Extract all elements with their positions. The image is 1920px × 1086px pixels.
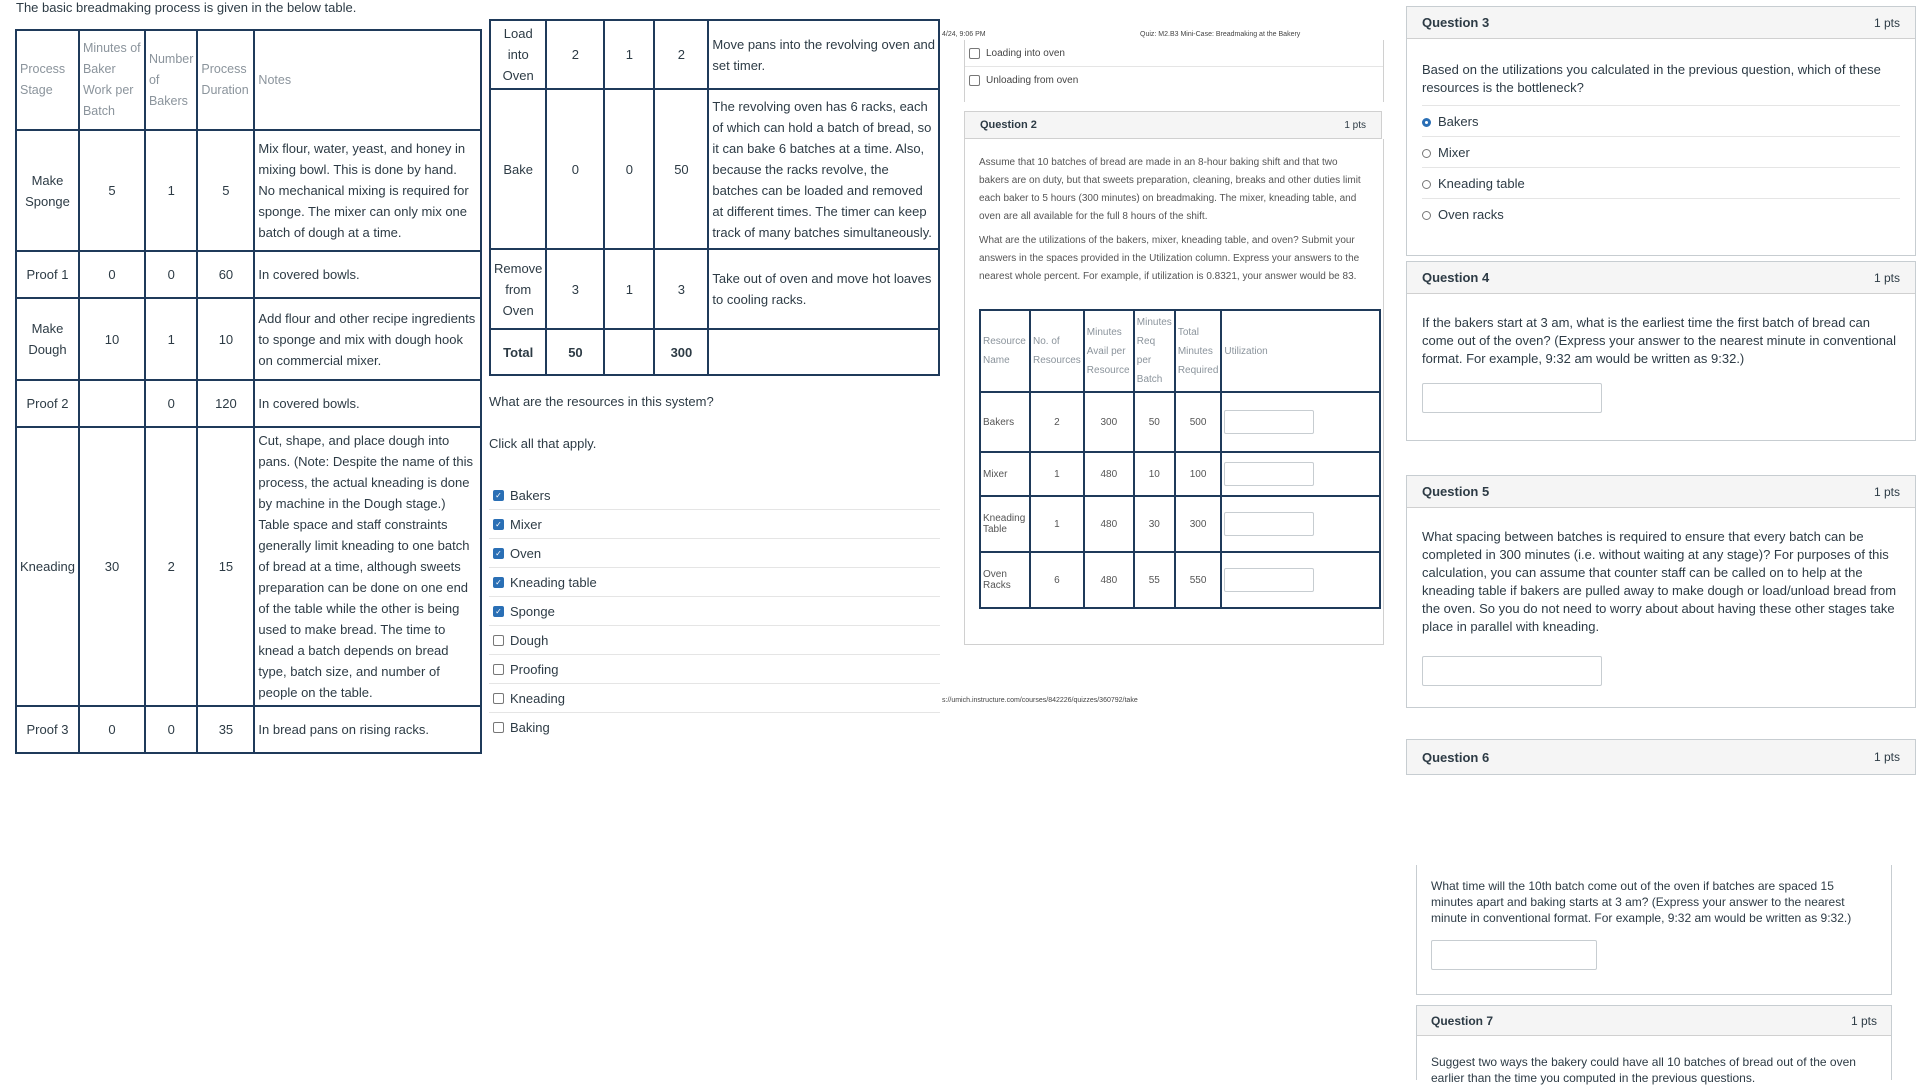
- question-points: 1 pts: [1873, 270, 1900, 285]
- question-title: Question 7: [1431, 1013, 1494, 1028]
- utilization-input-oven-racks[interactable]: [1224, 568, 1314, 592]
- cell-stage: Proof 3: [16, 706, 79, 753]
- cell-utilization: [1221, 496, 1380, 552]
- print-title: Quiz: M2.B3 Mini-Case: Breadmaking at the Bakery: [1140, 31, 1301, 38]
- question3-card: [1406, 6, 1916, 256]
- cell-duration: 15: [197, 427, 254, 706]
- question6-text: What time will the 10th batch come out of the oven if batches are spaced 15 minutes apart and baking starts at 3 am? (Express your answer to the nearest minute in conventional format. For example, 9:32 am would be written as 9:32.): [1431, 879, 1852, 925]
- cell-minutes: 0: [79, 706, 145, 753]
- option-mixer[interactable]: [1422, 136, 1900, 167]
- question4-card: [1406, 261, 1916, 441]
- cell-duration: 60: [197, 251, 254, 298]
- cell-avail: 480: [1084, 452, 1134, 496]
- utilization-input-bakers[interactable]: [1224, 410, 1314, 434]
- question-points: 1 pts: [1850, 1013, 1877, 1028]
- table-row-total: [490, 329, 939, 375]
- table-row: [16, 380, 481, 427]
- col-header-bakers: Number of Bakers: [145, 30, 197, 130]
- intro-text: The basic breadmaking process is given in the below table.: [16, 0, 357, 15]
- col-header: Minutes Req per Batch: [1134, 310, 1175, 392]
- cell-minutes: 30: [79, 427, 145, 706]
- cell-bakers: [604, 329, 654, 375]
- cell-stage: Make Dough: [16, 298, 79, 380]
- option-label: Unloading from oven: [986, 74, 1079, 86]
- cell-notes: Take out of oven and move hot loaves to cooling racks.: [708, 249, 939, 329]
- cell-minutes: [79, 380, 145, 427]
- print-date: 4/24, 9:06 PM: [942, 31, 986, 38]
- question7-card: [1416, 1005, 1892, 1085]
- option-mixer[interactable]: [489, 509, 940, 538]
- cell-total: 500: [1175, 392, 1222, 452]
- cell-name: Bakers: [980, 392, 1030, 452]
- cell-name: Oven Racks: [980, 552, 1030, 608]
- cell-stage: Bake: [490, 89, 546, 249]
- question-points: 1 pts: [1873, 484, 1900, 499]
- question5-text: What spacing between batches is required to ensure that every batch can be completed in 300 minutes (i.e. without waiting at any stage)? For purposes of this calculation, you can assume that counter staff can be called on to help at the kneading table if bakers are pulled away to make dough or load/unload bread from the oven. So you do not need to worry about about having these other stages take place in parallel with kneading.: [1422, 529, 1897, 634]
- checkbox-icon[interactable]: [493, 722, 504, 733]
- table-row: [16, 251, 481, 298]
- utilization-table: [979, 309, 1381, 609]
- question1-prompt: What are the resources in this system?: [489, 394, 714, 409]
- question1-instruction: Click all that apply.: [489, 436, 597, 451]
- table-row: [16, 298, 481, 380]
- cell-total: 100: [1175, 452, 1222, 496]
- question-points: 1 pts: [1344, 119, 1366, 131]
- cell-avail: 300: [1084, 392, 1134, 452]
- option-kneading[interactable]: [489, 683, 940, 712]
- cell-bakers: 2: [145, 427, 197, 706]
- cell-utilization: [1221, 452, 1380, 496]
- cell-req: 50: [1134, 392, 1175, 452]
- question-title: Question 6: [1422, 749, 1490, 765]
- cell-minutes: 10: [79, 298, 145, 380]
- cell-duration: 3: [654, 249, 708, 329]
- cell-minutes: 0: [79, 251, 145, 298]
- radio-icon[interactable]: [1422, 211, 1431, 220]
- question-points: 1 pts: [1873, 15, 1900, 30]
- question-title: Question 2: [980, 119, 1037, 131]
- cell-bakers: 0: [145, 251, 197, 298]
- option-label: Mixer: [1438, 144, 1470, 160]
- cell-notes: Move pans into the revolving oven and set timer.: [708, 20, 939, 89]
- question3-text: Based on the utilizations you calculated in the previous question, which of these resources is the bottleneck?: [1422, 62, 1881, 95]
- utilization-input-mixer[interactable]: [1224, 462, 1314, 486]
- cell-num: 1: [1030, 496, 1084, 552]
- table-row: [490, 20, 939, 89]
- option-label: Mixer: [510, 516, 542, 532]
- cell-name: Kneading Table: [980, 496, 1030, 552]
- cell-duration: 10: [197, 298, 254, 380]
- checkbox-checked-icon[interactable]: ✓: [493, 519, 504, 530]
- col-header: Resource Name: [980, 310, 1030, 392]
- option-label: Oven racks: [1438, 206, 1504, 222]
- col-header-duration: Process Duration: [197, 30, 254, 130]
- question-points: 1 pts: [1873, 750, 1900, 764]
- question-title: Question 3: [1422, 15, 1490, 30]
- cell-duration: 300: [654, 329, 708, 375]
- cell-total: 550: [1175, 552, 1222, 608]
- option-loading[interactable]: [965, 40, 1383, 67]
- option-label: Dough: [510, 632, 549, 648]
- option-unloading[interactable]: [965, 67, 1383, 93]
- radio-icon[interactable]: [1422, 180, 1431, 189]
- question5-answer-input[interactable]: [1422, 656, 1602, 686]
- option-label: Bakers: [1438, 113, 1479, 129]
- col-header-stage: Process Stage: [16, 30, 79, 130]
- cell-req: 30: [1134, 496, 1175, 552]
- question7-text: Suggest two ways the bakery could have all 10 batches of bread out of the oven earlier than the time you computed in the previous questions.: [1431, 1055, 1856, 1085]
- table-row: [490, 249, 939, 329]
- question2-para1: Assume that 10 batches of bread are made in an 8-hour baking shift and that two bakers are on duty, but that sweets preparation, cleaning, breaks and other duties limit each baker to 5 hours (300 minutes) on breadmaking. The mixer, kneading table, and oven are all available for the full 8 hours of the shift.: [979, 157, 1361, 222]
- process-table-continued: [489, 19, 940, 376]
- cell-req: 10: [1134, 452, 1175, 496]
- cell-duration: 120: [197, 380, 254, 427]
- col-header: Minutes Avail per Resource: [1084, 310, 1134, 392]
- cell-name: Mixer: [980, 452, 1030, 496]
- cell-duration: 5: [197, 130, 254, 251]
- table-row: [16, 427, 481, 706]
- table-row: [980, 552, 1380, 608]
- option-kneading-table[interactable]: [1422, 167, 1900, 198]
- option-oven-racks[interactable]: [1422, 198, 1900, 229]
- table-row: [16, 706, 481, 753]
- option-label: Loading into oven: [986, 47, 1065, 59]
- option-label: Kneading table: [510, 574, 597, 590]
- cell-notes: In covered bowls.: [254, 251, 481, 298]
- cell-stage: Load into Oven: [490, 20, 546, 89]
- cell-notes: The revolving oven has 6 racks, each of which can hold a batch of bread, so it can bake 6 batches at a time. Also, because the racks revolve, the batches can be loaded and removed at different times. The timer can keep track of many batches simultaneously.: [708, 89, 939, 249]
- question1-options: [489, 481, 940, 741]
- question2-header: [964, 111, 1382, 139]
- cell-bakers: 1: [145, 298, 197, 380]
- checkbox-checked-icon[interactable]: ✓: [493, 577, 504, 588]
- question4-text: If the bakers start at 3 am, what is the earliest time the first batch of bread can come out of the oven? (Express your answer to the nearest minute in conventional format. For example, 9:32 am would be written as 9:32.): [1422, 315, 1897, 366]
- checkbox-checked-icon[interactable]: ✓: [493, 606, 504, 617]
- cell-num: 2: [1030, 392, 1084, 452]
- table-row: [490, 89, 939, 249]
- question-title: Question 4: [1422, 270, 1490, 285]
- cell-utilization: [1221, 392, 1380, 452]
- cell-notes: [708, 329, 939, 375]
- cell-bakers: 1: [604, 249, 654, 329]
- checkbox-icon[interactable]: [493, 664, 504, 675]
- question-title: Question 5: [1422, 484, 1490, 499]
- col-header: Utilization: [1221, 310, 1380, 392]
- option-bakers[interactable]: [489, 481, 940, 509]
- cell-avail: 480: [1084, 552, 1134, 608]
- cell-bakers: 1: [604, 20, 654, 89]
- previous-options: [964, 40, 1384, 102]
- utilization-input-kneading-table[interactable]: [1224, 512, 1314, 536]
- question5-card: [1406, 475, 1916, 708]
- cell-bakers: 0: [145, 706, 197, 753]
- option-oven[interactable]: [489, 538, 940, 567]
- cell-stage: Total: [490, 329, 546, 375]
- cell-avail: 480: [1084, 496, 1134, 552]
- cell-minutes: 2: [546, 20, 604, 89]
- table-row: [980, 496, 1380, 552]
- cell-bakers: 1: [145, 130, 197, 251]
- question2-body: [964, 139, 1384, 645]
- cell-minutes: 0: [546, 89, 604, 249]
- table-row: [980, 452, 1380, 496]
- option-sponge[interactable]: [489, 596, 940, 625]
- cell-minutes: 5: [79, 130, 145, 251]
- checkbox-icon[interactable]: [969, 75, 980, 86]
- cell-notes: Cut, shape, and place dough into pans. (Note: Despite the name of this process, the actual kneading is done by machine in the Dough stage.) Table space and staff constraints generally limit kneading to one batch of bread at a time, although sweets preparation can be done on one end of the table while the other is being used to make bread. The time to knead a batch depends on bread type, batch size, and number of people on the table.: [254, 427, 481, 706]
- col-header-notes: Notes: [254, 30, 481, 130]
- cell-req: 55: [1134, 552, 1175, 608]
- cell-notes: Add flour and other recipe ingredients to sponge and mix with dough hook on commercial mixer.: [254, 298, 481, 380]
- col-header-minutes: Minutes of Baker Work per Batch: [79, 30, 145, 130]
- cell-duration: 50: [654, 89, 708, 249]
- table-row: [16, 130, 481, 251]
- col-header: Total Minutes Required: [1175, 310, 1222, 392]
- cell-total: 300: [1175, 496, 1222, 552]
- radio-selected-icon[interactable]: [1422, 118, 1431, 127]
- cell-duration: 35: [197, 706, 254, 753]
- checkbox-icon[interactable]: [493, 635, 504, 646]
- question6-body: [1416, 865, 1892, 995]
- print-url: s://umich.instructure.com/courses/842226/quizzes/360792/take: [942, 697, 1138, 704]
- cell-duration: 2: [654, 20, 708, 89]
- option-kneading-table[interactable]: [489, 567, 940, 596]
- cell-stage: Remove from Oven: [490, 249, 546, 329]
- cell-notes: In covered bowls.: [254, 380, 481, 427]
- cell-utilization: [1221, 552, 1380, 608]
- option-label: Bakers: [510, 487, 551, 503]
- cell-notes: In bread pans on rising racks.: [254, 706, 481, 753]
- question6-card: [1406, 739, 1916, 775]
- checkbox-icon[interactable]: [969, 48, 980, 59]
- col-header: No. of Resources: [1030, 310, 1084, 392]
- option-baking[interactable]: [489, 712, 940, 741]
- cell-notes: Mix flour, water, yeast, and honey in mixing bowl. This is done by hand. No mechanical mixing is required for sponge. The mixer can only mix one batch of dough at a time.: [254, 130, 481, 251]
- cell-stage: Kneading: [16, 427, 79, 706]
- cell-stage: Proof 2: [16, 380, 79, 427]
- cell-minutes: 50: [546, 329, 604, 375]
- option-label: Sponge: [510, 603, 555, 619]
- question6-answer-input[interactable]: [1431, 940, 1597, 970]
- cell-minutes: 3: [546, 249, 604, 329]
- option-proofing[interactable]: [489, 654, 940, 683]
- option-label: Proofing: [510, 661, 559, 677]
- radio-icon[interactable]: [1422, 149, 1431, 158]
- cell-stage: Make Sponge: [16, 130, 79, 251]
- checkbox-checked-icon[interactable]: ✓: [493, 490, 504, 501]
- cell-bakers: 0: [145, 380, 197, 427]
- option-label: Baking: [510, 719, 550, 735]
- table-row: [980, 392, 1380, 452]
- checkbox-checked-icon[interactable]: ✓: [493, 548, 504, 559]
- cell-num: 1: [1030, 452, 1084, 496]
- option-bakers[interactable]: [1422, 105, 1900, 136]
- question4-answer-input[interactable]: [1422, 383, 1602, 413]
- option-dough[interactable]: [489, 625, 940, 654]
- option-label: Kneading table: [1438, 175, 1525, 191]
- checkbox-icon[interactable]: [493, 693, 504, 704]
- process-table: [15, 29, 482, 754]
- question2-para2: What are the utilizations of the bakers, mixer, kneading table, and oven? Submit your answers in the spaces provided in the Utilization column. Express your answers to the nearest whole percent. For example, if utilization is 0.8321, your answer would be 83.: [979, 235, 1360, 282]
- cell-bakers: 0: [604, 89, 654, 249]
- option-label: Oven: [510, 545, 542, 561]
- cell-num: 6: [1030, 552, 1084, 608]
- option-label: Kneading: [510, 690, 565, 706]
- cell-stage: Proof 1: [16, 251, 79, 298]
